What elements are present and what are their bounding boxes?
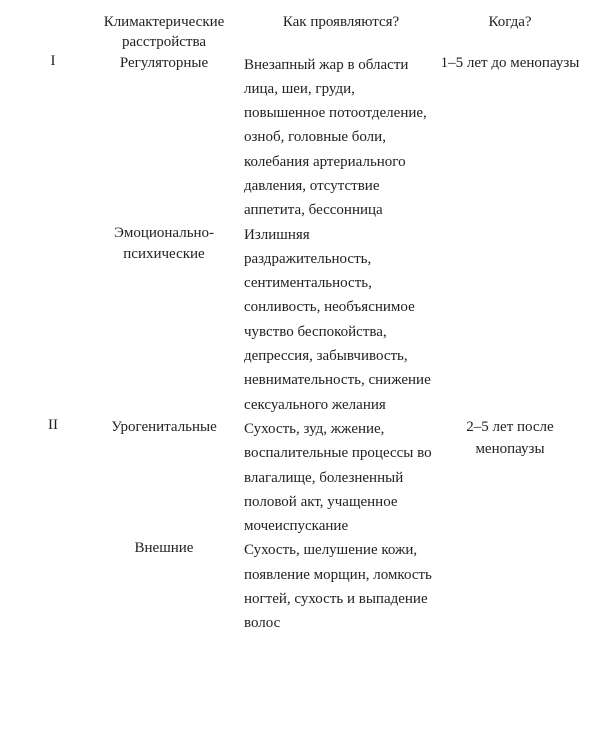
symptoms-cell-external [244,538,438,635]
header-cell-manifestations [244,12,438,53]
section-roman-label-2: II [48,416,58,433]
when-label-1: 1–5 лет до менопаузы [440,54,580,71]
section-roman-cell-1 [22,53,84,417]
symptoms-cell-regulatory [244,53,438,223]
group-label-regulatory: Регуляторные [119,54,209,71]
header-label-disorders: Климактерические расстройства [103,14,225,51]
symptoms-text-urogenital: Сухость, зуд, жжение, воспалительные процессы во влагалище, болезненный половой акт, учащенное мочеиспускание [244,420,432,535]
when-cell-1 [438,53,582,417]
section-roman-label-1: I [50,52,56,69]
group-cell-external [84,538,244,635]
group-label-external: Внешние [134,540,194,557]
when-cell-2 [438,417,582,636]
table-header-row [22,12,582,53]
group-cell-urogenital [84,417,244,538]
symptoms-text-external: Сухость, шелушение кожи, появление морщин, ломкость ногтей, сухость и выпадение волос [244,542,432,632]
table-row [22,417,582,538]
when-label-2: 2–5 лет после менопаузы [466,418,554,457]
group-cell-regulatory [84,53,244,223]
symptoms-text-regulatory: Внезапный жар в области лица, шеи, груди, повышенное потоотделение, озноб, головные боли, колебания артериального давления, отсутствие аппетита, бессонница [244,56,427,219]
header-cell-disorders [84,12,244,53]
table-row [22,53,582,223]
header-cell-empty [22,12,84,53]
symptoms-cell-urogenital [244,417,438,538]
climacteric-disorders-table [22,12,582,636]
group-cell-emotional [84,223,244,417]
symptoms-text-emotional: Излишняя раздражительность, сентиментальность, сонливость, необъяснимое чувство беспокойства, депрессия, забывчивость, невнимательность, снижение сексуального желания [244,226,431,413]
group-label-urogenital: Урогенитальные [111,418,217,435]
group-label-emotional: Эмоционально-психические [113,224,215,262]
section-roman-cell-2 [22,417,84,636]
header-label-manifestations: Как проявляются? [282,14,400,30]
symptoms-cell-emotional [244,223,438,417]
header-cell-when [438,12,582,53]
header-label-when: Когда? [488,14,532,30]
